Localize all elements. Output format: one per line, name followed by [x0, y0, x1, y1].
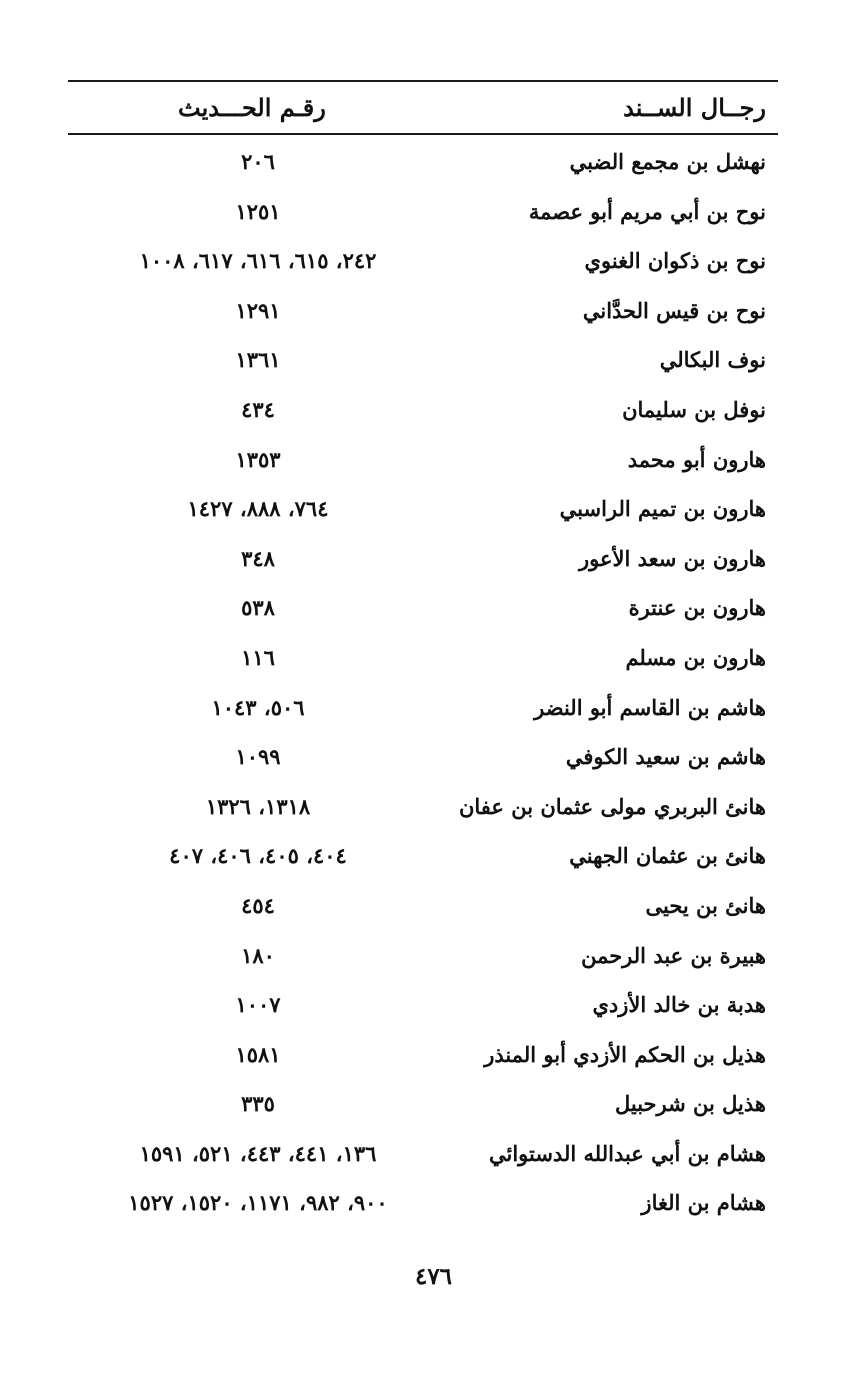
header-narrators: رجــال الســند — [623, 93, 766, 122]
hadith-numbers: ٥٠٦، ١٠٤٣ — [211, 694, 305, 720]
hadith-numbers: ١٣٥٣ — [235, 446, 281, 472]
index-list — [68, 138, 778, 1229]
index-row — [68, 882, 778, 932]
index-row — [68, 733, 778, 783]
index-row — [68, 1179, 778, 1229]
narrator-name: هانئ البربري مولى عثمان بن عفان — [458, 793, 766, 819]
narrator-name: نوفل بن سليمان — [622, 396, 766, 422]
narrator-name: هذيل بن شرحبيل — [614, 1091, 766, 1117]
hadith-numbers: ٤٠٤، ٤٠٥، ٤٠٦، ٤٠٧ — [169, 843, 347, 869]
index-row — [68, 684, 778, 734]
index-row — [68, 386, 778, 436]
narrator-name: نوح بن قيس الحدَّاني — [582, 297, 766, 323]
hadith-numbers: ١٥٨١ — [235, 1041, 281, 1067]
narrator-name: نوح بن أبي مريم أبو عصمة — [528, 198, 766, 224]
hadith-numbers: ٢٠٦ — [241, 149, 275, 174]
hadith-numbers: ١٠٩٩ — [235, 744, 281, 770]
column-header — [68, 86, 778, 130]
header-hadith-number: رقـم الحـــديث — [178, 93, 326, 122]
hadith-numbers: ١٣١٨، ١٣٢٦ — [205, 793, 311, 819]
index-row — [68, 832, 778, 882]
hadith-numbers: ٢٤٢، ٦١٥، ٦١٦، ٦١٧، ١٠٠٨ — [139, 248, 377, 274]
top-rule — [68, 80, 778, 82]
hadith-numbers: ١١٦ — [241, 644, 275, 670]
narrator-name: هدبة بن خالد الأزدي — [592, 992, 766, 1018]
hadith-numbers: ٥٣٨ — [241, 595, 275, 621]
index-row — [68, 1031, 778, 1081]
narrator-name: هارون بن مسلم — [625, 644, 766, 670]
hadith-numbers: ١٢٥١ — [235, 198, 281, 224]
narrator-name: نوف البكالي — [659, 347, 766, 373]
index-row — [68, 237, 778, 287]
narrator-name: هارون أبو محمد — [627, 446, 766, 472]
index-row — [68, 336, 778, 386]
index-row — [68, 1080, 778, 1130]
narrator-name: نوح بن ذكوان الغنوي — [584, 248, 766, 274]
narrator-name: هذيل بن الحكم الأزدي أبو المنذر — [484, 1041, 766, 1067]
hadith-numbers: ١٨٠ — [241, 942, 275, 968]
narrator-name: هشام بن الغاز — [641, 1190, 766, 1216]
hadith-numbers: ٩٠٠، ٩٨٢، ١١٧١، ١٥٢٠، ١٥٢٧ — [128, 1190, 388, 1216]
narrator-name: هارون بن تميم الراسبي — [559, 496, 766, 522]
hadith-numbers: ١٢٩١ — [235, 297, 281, 323]
narrator-name: هانئ بن عثمان الجهني — [569, 843, 766, 869]
hadith-numbers: ١٣٦، ٤٤١، ٤٤٣، ٥٢١، ١٥٩١ — [139, 1140, 377, 1166]
narrator-name: هارون بن سعد الأعور — [578, 545, 766, 571]
index-row — [68, 932, 778, 982]
index-row — [68, 783, 778, 833]
index-row — [68, 535, 778, 585]
narrator-name: هانئ بن يحيى — [645, 892, 766, 918]
hadith-numbers: ١٠٠٧ — [235, 992, 281, 1018]
index-row — [68, 634, 778, 684]
index-row — [68, 287, 778, 337]
narrator-name: هارون بن عنترة — [628, 595, 766, 621]
index-row — [68, 981, 778, 1031]
narrator-name: هاشم بن القاسم أبو النضر — [534, 694, 766, 720]
narrator-name: نهشل بن مجمع الضبي — [569, 149, 766, 174]
page-number: ٤٧٦ — [414, 1263, 453, 1290]
hadith-numbers: ٤٣٤ — [241, 396, 275, 422]
index-row — [68, 188, 778, 238]
hadith-numbers: ١٣٦١ — [235, 347, 281, 373]
index-row — [68, 138, 778, 188]
index-row — [68, 436, 778, 486]
hadith-numbers: ٧٦٤، ٨٨٨، ١٤٢٧ — [187, 496, 329, 522]
index-row — [68, 485, 778, 535]
narrator-name: هاشم بن سعيد الكوفي — [565, 744, 766, 770]
narrator-name: هبيرة بن عبد الرحمن — [581, 942, 766, 968]
index-row — [68, 584, 778, 634]
hadith-numbers: ٣٤٨ — [241, 545, 275, 571]
hadith-numbers: ٣٣٥ — [241, 1091, 275, 1117]
header-rule — [68, 133, 778, 135]
index-row — [68, 1130, 778, 1180]
narrator-name: هشام بن أبي عبدالله الدستوائي — [488, 1140, 766, 1166]
hadith-numbers: ٤٥٤ — [241, 892, 275, 918]
